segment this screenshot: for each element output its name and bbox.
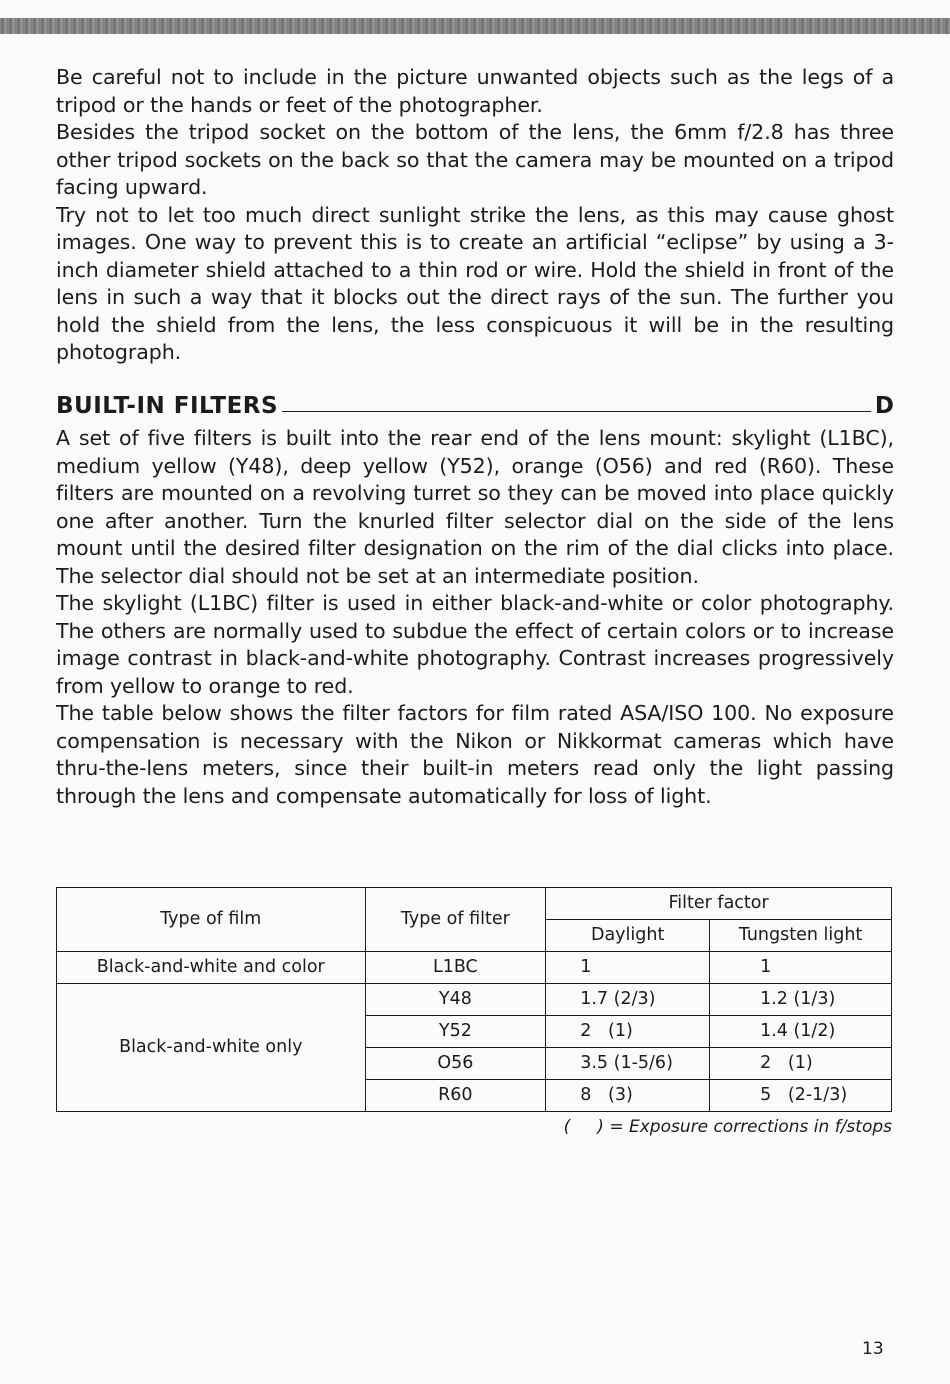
table-row xyxy=(57,952,892,984)
paragraph: The skylight (L1BC) filter is used in either black-and-white or color photography. The others are normally used to subdue the effect of certain colors or to increase image contrast in black-and-white photography. Contrast increases progressively from yellow to orange to red. xyxy=(56,591,894,698)
daylight-cell: 2 (1) xyxy=(546,1016,710,1048)
header-type-of-film: Type of film xyxy=(57,888,366,952)
paragraph: Besides the tripod socket on the bottom of the lens, the 6mm f/2.8 has three other tripod sockets on the back so that the camera may be mounted on a tripod facing upward. xyxy=(56,120,894,199)
scan-top-band xyxy=(0,18,950,34)
tungsten-cell: 1.2 (1/3) xyxy=(710,984,892,1016)
daylight-cell: 3.5 (1-5/6) xyxy=(546,1048,710,1080)
table-footnote: ( ) = Exposure corrections in f/stops xyxy=(563,1117,892,1137)
filter-factor-table xyxy=(56,887,892,1112)
paragraph: Try not to let too much direct sunlight strike the lens, as this may cause ghost images. One way to prevent this is to create an artificial “eclipse” by using a 3-inch diameter shield attached to a thin rod or wire. Hold the shield in front of the lens in such a way that it blocks out the direct rays of the sun. The further you hold the shield from the lens, the less conspicuous it will be in the resulting photograph. xyxy=(56,202,894,364)
heading-rule xyxy=(282,411,871,412)
film-type-cell: Black-and-white only xyxy=(57,984,366,1112)
daylight-cell: 8 (3) xyxy=(546,1080,710,1112)
tungsten-cell: 1.4 (1/2) xyxy=(710,1016,892,1048)
header-daylight: Daylight xyxy=(546,920,710,952)
filter-cell: O56 xyxy=(365,1048,546,1080)
section-title: BUILT-IN FILTERS xyxy=(56,393,279,419)
tungsten-cell: 2 (1) xyxy=(710,1048,892,1080)
table-row xyxy=(57,984,892,1016)
section-text xyxy=(56,425,894,810)
tungsten-cell: 5 (2-1/3) xyxy=(710,1080,892,1112)
paragraph: Be careful not to include in the picture unwanted objects such as the legs of a tripod or the hands or feet of the photographer. xyxy=(56,65,894,117)
page-number: 13 xyxy=(862,1339,884,1359)
filter-cell: Y52 xyxy=(365,1016,546,1048)
section-heading xyxy=(56,389,894,419)
filter-cell: Y48 xyxy=(365,984,546,1016)
film-type-cell: Black-and-white and color xyxy=(57,952,366,984)
header-type-of-filter: Type of filter xyxy=(365,888,546,952)
tungsten-cell: 1 xyxy=(710,952,892,984)
filter-cell: R60 xyxy=(365,1080,546,1112)
paragraph: A set of five filters is built into the rear end of the lens mount: skylight (L1BC), medium yellow (Y48), deep yellow (Y52), orange (O56) and red (R60). These filters are mounted on a revolving turret so they can be moved into place quickly one after another. Turn the knurled filter selector dial on the side of the lens mount until the desired filter designation on the rim of the dial clicks into place. The selector dial should not be set at an intermediate position. xyxy=(56,426,894,588)
header-tungsten: Tungsten light xyxy=(710,920,892,952)
header-filter-factor: Filter factor xyxy=(546,888,892,920)
paragraph: The table below shows the filter factors for film rated ASA/ISO 100. No exposure compensation is necessary with the Nikon or Nikkormat cameras which have thru-the-lens meters, since their built-in meters read only the light passing through the lens and compensate automatically for loss of light. xyxy=(56,701,894,808)
table-header-row xyxy=(57,888,892,920)
filter-cell: L1BC xyxy=(365,952,546,984)
daylight-cell: 1 xyxy=(546,952,710,984)
intro-text xyxy=(56,64,894,367)
daylight-cell: 1.7 (2/3) xyxy=(546,984,710,1016)
section-marker: D xyxy=(874,393,894,419)
